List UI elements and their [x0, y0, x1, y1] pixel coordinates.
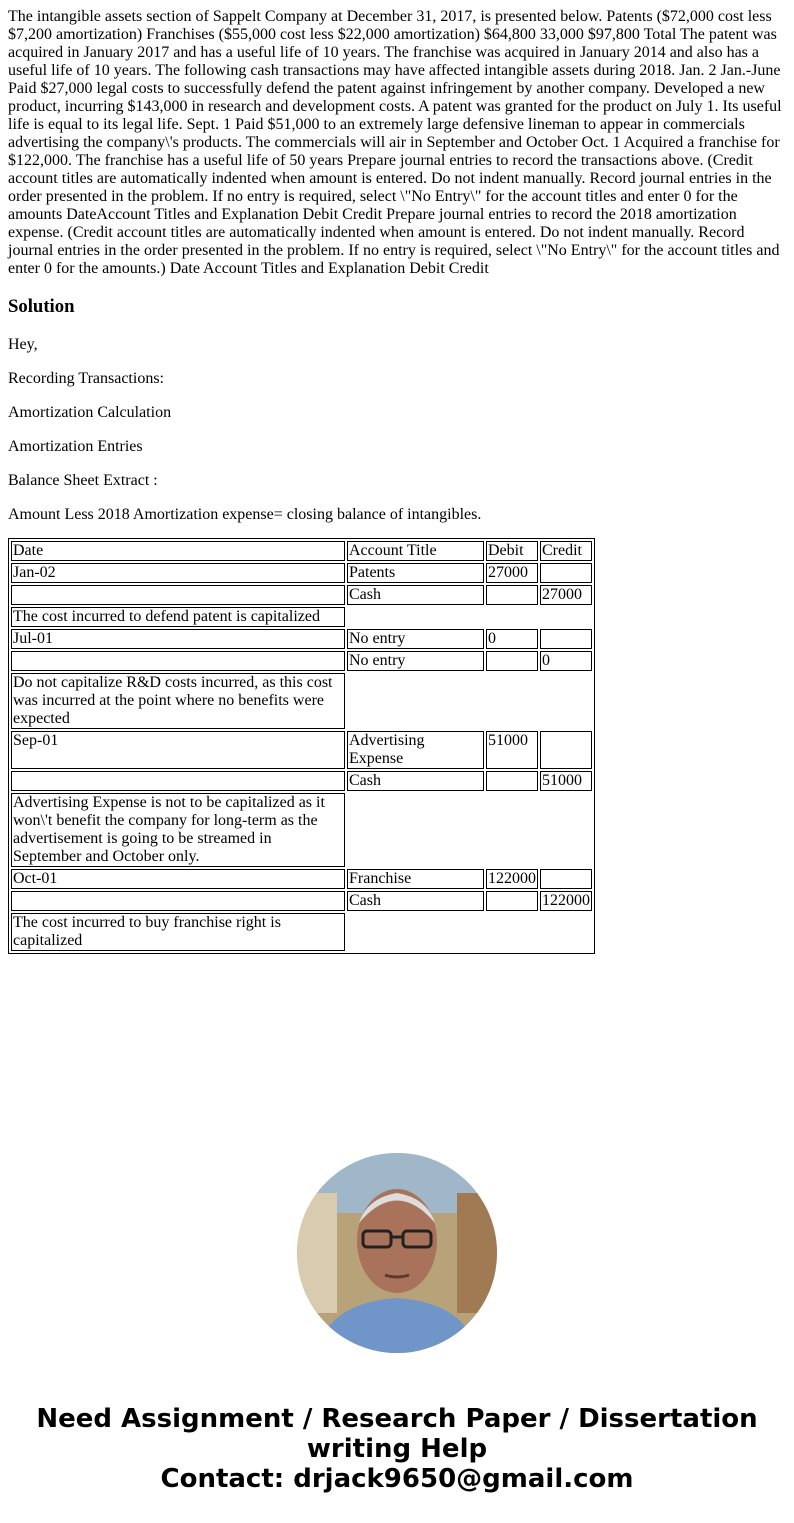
paragraph: Balance Sheet Extract : — [8, 472, 158, 489]
note-cell: The cost incurred to defend patent is capitalized — [11, 607, 345, 627]
table-note-row — [11, 673, 592, 729]
debit-cell — [486, 771, 538, 791]
table-note-row — [11, 913, 592, 951]
paragraph: Amortization Calculation — [8, 404, 172, 421]
credit-cell — [540, 731, 592, 769]
header-credit: Credit — [540, 541, 592, 561]
paragraph: Amount Less 2018 Amortization expense= closing balance of intangibles. — [8, 506, 482, 523]
account-title-cell: Cash — [347, 585, 484, 605]
debit-cell: 27000 — [486, 563, 538, 583]
table-row — [11, 869, 592, 889]
account-title-cell: No entry — [347, 629, 484, 649]
credit-cell — [540, 869, 592, 889]
debit-cell: 122000 — [488, 870, 536, 887]
credit-cell: 27000 — [540, 585, 592, 605]
table-row — [11, 585, 592, 605]
credit-cell — [540, 629, 592, 649]
note-cell: Advertising Expense is not to be capitalized as it won\'t benefit the company for long-term as the advertisement is going to be streamed in September and October only. — [11, 793, 345, 867]
date-cell — [11, 651, 345, 671]
debit-cell — [486, 651, 538, 671]
header-account-title: Account Title — [347, 541, 484, 561]
header-date: Date — [11, 541, 345, 561]
credit-cell: 51000 — [540, 771, 592, 791]
table-note-row — [11, 793, 592, 867]
date-cell — [11, 771, 345, 791]
solution-heading: Solution — [8, 296, 75, 317]
account-title-cell: No entry — [347, 651, 484, 671]
footer-line-help: Need Assignment / Research Paper / Dissertation writing Help — [36, 1404, 758, 1464]
account-title-cell: Cash — [347, 891, 484, 911]
account-title-cell: Cash — [347, 771, 484, 791]
credit-cell: 0 — [540, 651, 592, 671]
question-text: The intangible assets section of Sappelt Company at December 31, 2017, is presented below. Patents ($72,000 cost less $7,200 amortization) Franchises ($55,000 cost less $22,000 amortization) $64,800 33,000 $97,800 Total The patent was acquired in January 2017 and has a useful life of 10 years. The franchise was acquired in January 2014 and also has a useful life of 10 years. The following cash transactions may have affected intangible assets during 2018. Jan. 2 Jan.-June Paid $27,000 legal costs to successfully defend the patent against infringement by another company. Developed a new product, incurring $143,000 in research and development costs. A patent was granted for the product on July 1. Its useful life is equal to its legal life. Sept. 1 Paid $51,000 to an extremely large defensive lineman to appear in commercials advertising the company\'s products. The commercials will air in September and October Oct. 1 Acquired a franchise for $122,000. The franchise has a useful life of 50 years Prepare journal entries to record the transactions above. (Credit account titles are automatically indented when amount is entered. Do not indent manually. Record journal entries in the order presented in the problem. If no entry is required, select \"No Entry\" for the account titles and enter 0 for the amounts DateAccount Titles and Explanation Debit Credit Prepare journal entries to record the 2018 amortization expense. (Credit account titles are automatically indented when amount is entered. Do not indent manually. Record journal entries in the order presented in the problem. If no entry is required, select \"No Entry\" for the account titles and enter 0 for the amounts.) Date Account Titles and Explanation Debit Credit — [8, 8, 782, 277]
paragraph: Amortization Entries — [8, 438, 143, 455]
account-title-cell: Franchise — [347, 869, 484, 889]
footer-banner — [0, 1404, 794, 1494]
note-cell: Do not capitalize R&D costs incurred, as this cost was incurred at the point where no benefits were expected — [11, 673, 345, 729]
note-cell: The cost incurred to buy franchise right is capitalized — [11, 913, 345, 951]
account-title-cell: Advertising Expense — [347, 731, 484, 769]
date-cell — [11, 585, 345, 605]
paragraph: Hey, — [8, 336, 38, 353]
date-cell: Oct-01 — [11, 869, 345, 889]
table-row — [11, 563, 592, 583]
table-note-row — [11, 607, 592, 627]
date-cell: Jul-01 — [11, 629, 345, 649]
date-cell — [11, 891, 345, 911]
credit-cell: 122000 — [542, 892, 590, 909]
table-row — [11, 651, 592, 671]
date-cell: Sep-01 — [11, 731, 345, 769]
date-cell: Jan-02 — [11, 563, 345, 583]
author-photo — [297, 1153, 497, 1353]
debit-cell — [486, 585, 538, 605]
credit-cell — [540, 563, 592, 583]
table-header-row — [11, 541, 592, 561]
debit-cell — [486, 891, 538, 911]
debit-cell: 0 — [486, 629, 538, 649]
account-title-cell: Patents — [347, 563, 484, 583]
debit-cell: 51000 — [486, 731, 538, 769]
journal-table — [8, 538, 595, 954]
table-row — [11, 891, 592, 911]
header-debit: Debit — [486, 541, 538, 561]
table-row — [11, 731, 592, 769]
table-row — [11, 771, 592, 791]
paragraph: Recording Transactions: — [8, 370, 164, 387]
table-row — [11, 629, 592, 649]
footer-line-contact: Contact: drjack9650@gmail.com — [160, 1464, 634, 1494]
